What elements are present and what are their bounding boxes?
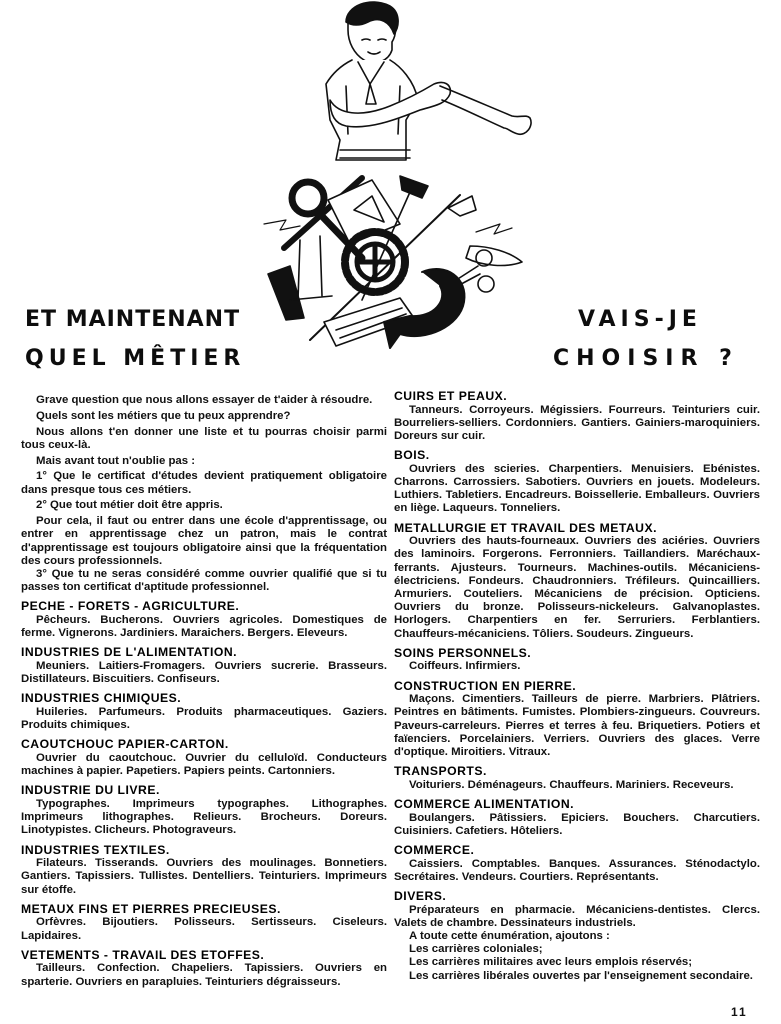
closing-line: A toute cette énumération, ajoutons : (409, 930, 610, 943)
section-text: Boulangers. Pâtissiers. Epiciers. Bouchers. Charcutiers. Cuisiniers. Cafetiers. Hôteliers. (394, 811, 760, 837)
section-title: CAOUTCHOUC PAPIER-CARTON. (21, 737, 229, 752)
section-text: Coiffeurs. Infirmiers. (409, 660, 521, 673)
illustration-boy-with-tools (250, 0, 540, 375)
intro-paragraph: 1° Que le certificat d'études devient pratiquement obligatoire dans presque tous ces métiers. (21, 470, 387, 496)
closing-line: Les carrières coloniales; (409, 943, 543, 956)
section-title: INDUSTRIES CHIMIQUES. (21, 691, 182, 706)
section-vetements (21, 949, 387, 989)
section-title: INDUSTRIES DE L'ALIMENTATION. (21, 645, 238, 660)
section-title: CONSTRUCTION EN PIERRE. (394, 678, 577, 693)
section-title: TRANSPORTS. (394, 764, 487, 779)
section-title: COMMERCE ALIMENTATION. (394, 797, 575, 812)
page-number: 11 (731, 1005, 748, 1019)
right-column (394, 390, 760, 989)
section-metaux-fins (21, 903, 387, 943)
section-text: Maçons. Cimentiers. Tailleurs de pierre. Marbriers. Plâtriers. Peintres en bâtiments. Fumistes. Plombiers-zingueurs. Couvreurs. Paveurs-carreleurs. Pierres et terres à feu. Briquetiers. Potiers et faïenciers. Porcelainiers. Verriers. Ouvriers des glaces. Verre d'optique. Miroitiers. Vitraux. (394, 693, 760, 759)
section-text: Ouvriers des scieries. Charpentiers. Menuisiers. Ebénistes. Charrons. Carrossiers. Sabotiers. Ouvriers en jouets. Modeleurs. Luthiers. Tabletiers. Encadreurs. Boissellerie. Emballeurs. Ouvriers en liège. Laqueurs. Tonneliers. (394, 462, 760, 515)
headline-left-line2: QUEL MÊTIER (25, 346, 246, 371)
headline-left-line1: ET MAINTENANT (25, 307, 241, 332)
intro-paragraph: 3° Que tu ne seras considéré comme ouvrier qualifié que si tu passes ton certificat d'aptitude professionnel. (21, 568, 387, 594)
section-cuirs (394, 390, 760, 443)
intro-paragraph: Pour cela, il faut ou entrer dans une école d'apprentissage, ou entrer en apprentissage chez un patron, mais le contrat d'apprentissage est toujours obligatoire ainsi que la fréquentation des cours professionnels. (21, 515, 387, 567)
section-livre (21, 784, 387, 837)
section-title: DIVERS. (394, 889, 447, 904)
section-title: METAUX FINS ET PIERRES PRECIEUSES. (21, 901, 281, 916)
section-title: INDUSTRIES TEXTILES. (21, 842, 170, 857)
section-soins (394, 647, 760, 674)
closing-line: Les carrières militaires avec leurs emplois réservés; (409, 956, 693, 969)
intro-paragraph: Mais avant tout n'oublie pas : (36, 454, 196, 467)
intro-paragraph: Grave question que nous allons essayer de t'aider à résoudre. (36, 394, 373, 406)
section-commerce (394, 844, 760, 884)
intro-text (21, 394, 387, 594)
section-textiles (21, 844, 387, 897)
closing-line: Les carrières libérales ouvertes par l'enseignement secondaire. (409, 969, 753, 982)
section-title: INDUSTRIE DU LIVRE. (21, 783, 160, 798)
boy-figure-icon (326, 2, 531, 160)
section-commerce-alimentation (394, 798, 760, 838)
section-text: Voituriers. Déménageurs. Chauffeurs. Mariniers. Receveurs. (409, 778, 734, 791)
section-title: PECHE - FORETS - AGRICULTURE. (21, 599, 240, 614)
section-title: COMMERCE. (394, 843, 475, 858)
section-text: Huileries. Parfumeurs. Produits pharmaceutiques. Gaziers. Produits chimiques. (21, 706, 387, 732)
section-text: Tailleurs. Confection. Chapeliers. Tapissiers. Ouvriers en sparterie. Ouvriers en parapluies. Teinturiers dégraisseurs. (21, 962, 387, 988)
section-title: VETEMENTS - TRAVAIL DES ETOFFES. (21, 947, 265, 962)
headline-right-line2: CHOISIR ? (553, 346, 739, 371)
section-title: METALLURGIE ET TRAVAIL DES METAUX. (394, 520, 658, 535)
section-text: Ouvriers des hauts-fourneaux. Ouvriers des aciéries. Ouvriers des laminoirs. Forgerons. Ferronniers. Taillandiers. Maréchaux-ferrants. Ajusteurs. Tourneurs. Machines-outils. Mécaniciens-électriciens. Fondeurs. Chaudronniers. Tréfileurs. Quincailliers. Armuriers. Couteliers. Mécaniciens de précision. Opticiens. Ouvriers du bronze. Polisseurs-nickeleurs. Galvanoplastes. Horlogers. Charpentiers en fer. Serruriers. Ferblantiers. Chauffeurs-mécaniciens. Tôliers. Soudeurs. Zingueurs. (394, 535, 760, 640)
section-peche (21, 600, 387, 640)
section-divers (394, 890, 760, 983)
section-title: SOINS PERSONNELS. (394, 645, 532, 660)
headline-right-line1: VAIS-JE (578, 307, 702, 332)
intro-paragraph: Nous allons t'en donner une liste et tu pourras choisir parmi tous ceux-là. (21, 425, 387, 451)
tools-pile-icon (264, 176, 522, 348)
section-text: Filateurs. Tisserands. Ouvriers des moulinages. Bonnetiers. Gantiers. Tapissiers. Tullistes. Dentelliers. Teinturiers. Imprimeurs sur étoffe. (21, 857, 387, 896)
section-bois (394, 449, 760, 515)
section-title: BOIS. (394, 448, 430, 463)
left-column (21, 394, 387, 995)
section-chimiques (21, 692, 387, 732)
section-text: Meuniers. Laitiers-Fromagers. Ouvriers sucrerie. Brasseurs. Distillateurs. Biscuitiers. Confiseurs. (21, 660, 387, 686)
section-text: Caissiers. Comptables. Banques. Assurances. Sténodactylo. Secrétaires. Vendeurs. Courtiers. Représentants. (394, 857, 760, 883)
section-construction (394, 680, 760, 760)
section-caoutchouc (21, 738, 387, 778)
section-text: Tanneurs. Corroyeurs. Mégissiers. Fourreurs. Teinturiers cuir. Bourreliers-selliers. Cordonniers. Gantiers. Gainiers-maroquiniers. Doreurs sur cuir. (394, 403, 760, 442)
intro-paragraph: Quels sont les métiers que tu peux apprendre? (36, 409, 291, 422)
section-title: CUIRS ET PEAUX. (394, 389, 508, 403)
intro-paragraph: 2° Que tout métier doit être appris. (36, 499, 223, 512)
section-text: Ouvrier du caoutchouc. Ouvrier du celluloïd. Conducteurs machines à papier. Papetiers. Papiers peints. Cartonniers. (21, 752, 387, 778)
section-alimentation (21, 646, 387, 686)
section-text: Préparateurs en pharmacie. Mécaniciens-dentistes. Clercs. Valets de chambre. Dessinateurs industriels. (394, 903, 760, 929)
section-text: Typographes. Imprimeurs typographes. Lithographes. Imprimeurs lithographes. Relieurs. Brocheurs. Doreurs. Linotypistes. Clicheurs. Photograveurs. (21, 798, 387, 837)
section-text: Orfèvres. Bijoutiers. Polisseurs. Sertisseurs. Ciseleurs. Lapidaires. (21, 916, 387, 942)
section-transports (394, 765, 760, 792)
section-text: Pêcheurs. Bucherons. Ouvriers agricoles. Domestiques de ferme. Vignerons. Jardiniers. Maraichers. Bergers. Eleveurs. (21, 614, 387, 640)
section-metallurgie (394, 522, 760, 641)
